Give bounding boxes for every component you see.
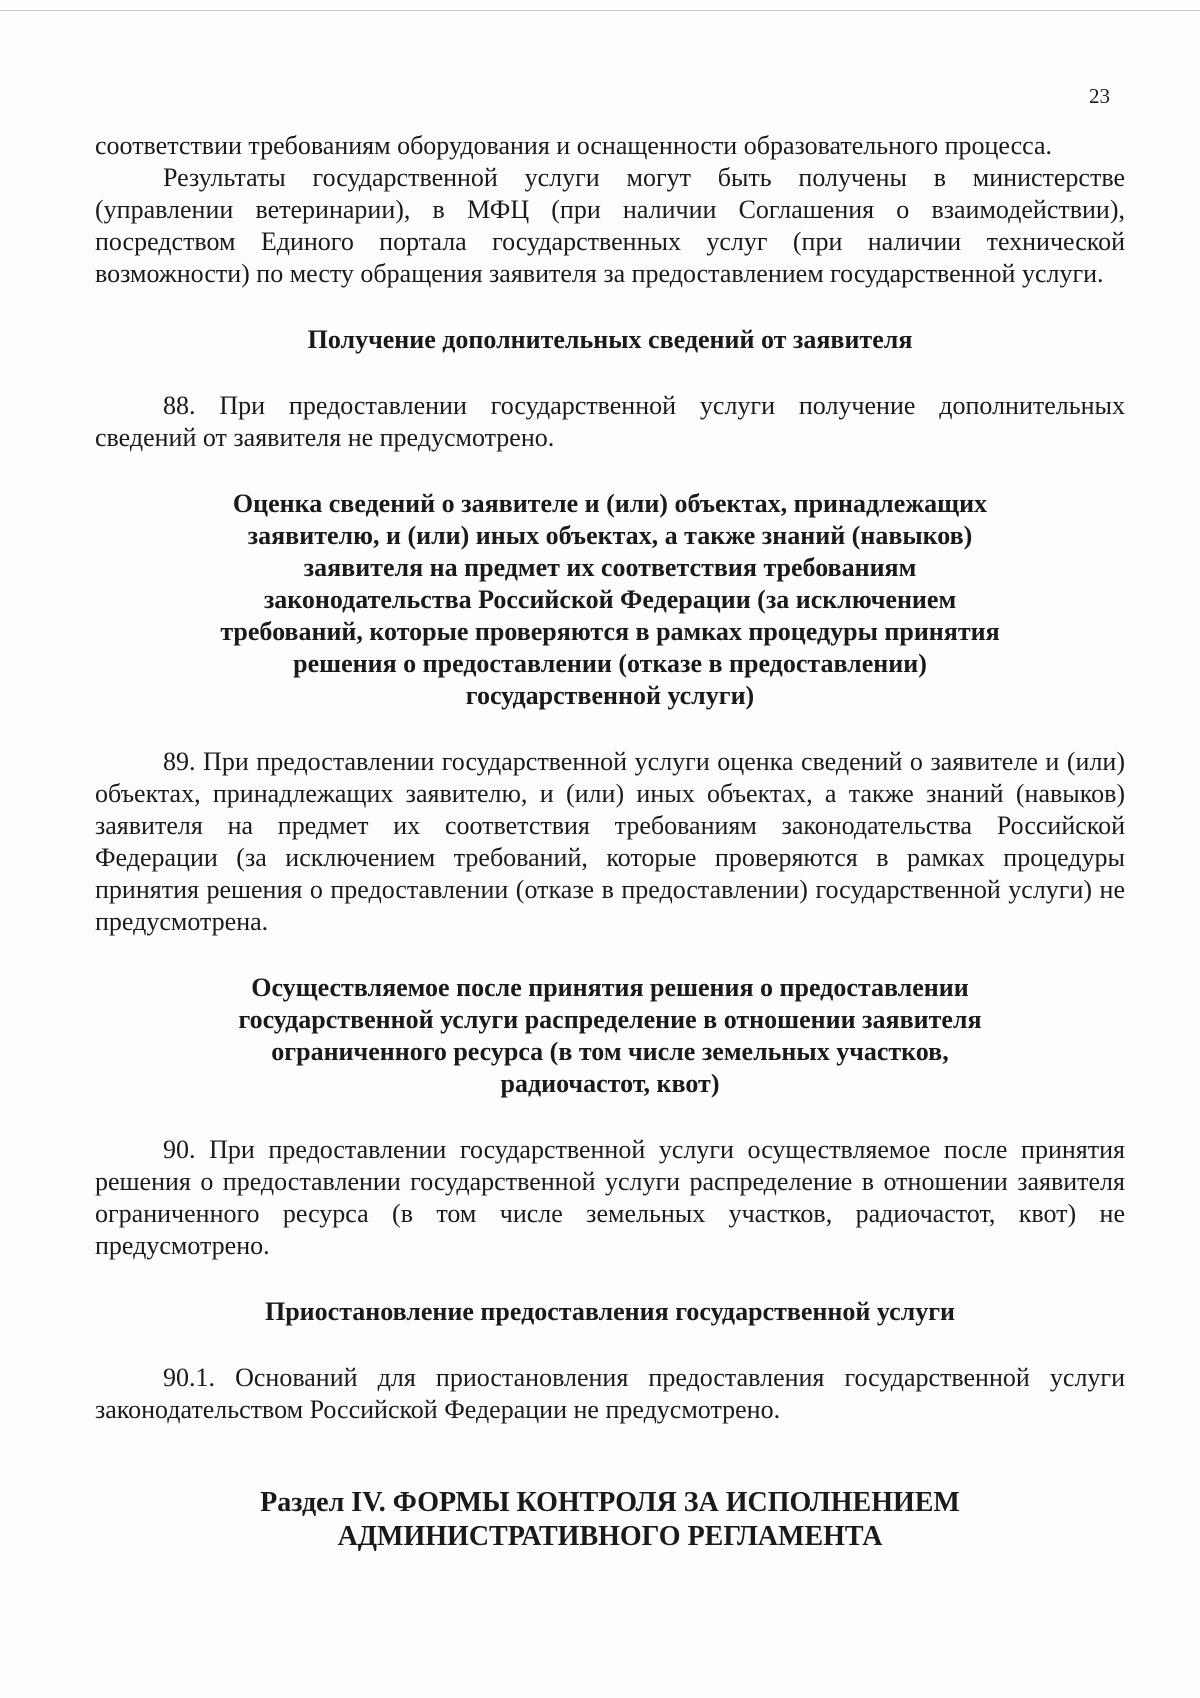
heading-assessment: Оценка сведений о заявителе и (или) объектах, принадлежащих заявителю, и (или) иных объектах, а также знаний (навыков) заявителя на предмет их соответствия требованиям законодательства Российской Федерации (за исключением требований, которые проверяются в рамках процедуры принятия решения о предоставлении (отказе в предоставлении) государственной услуги) — [220, 489, 1000, 710]
section-heading-iv: Раздел IV. ФОРМЫ КОНТРОЛЯ ЗА ИСПОЛНЕНИЕМ АДМИНИСТРАТИВНОГО РЕГЛАМЕНТА — [260, 1487, 960, 1552]
paragraph-90-1: 90.1. Оснований для приостановления предоставления государственной услуги законодательством Российской Федерации не предусмотрено. — [95, 1363, 1125, 1424]
paragraph-results: Результаты государственной услуги могут быть получены в министерстве (управлении ветеринарии), в МФЦ (при наличии Соглашения о взаимодействии), посредством Единого портала государственных услуг (при наличии технической возможности) по месту обращения заявителя за предоставлением государственной услуги. — [95, 163, 1125, 288]
heading-suspension: Приостановление предоставления государственной услуги — [264, 1297, 955, 1326]
page-number: 23 — [1089, 84, 1110, 108]
paragraph-89: 89. При предоставлении государственной услуги оценка сведений о заявителе и (или) объектах, принадлежащих заявителю, и (или) иных объектах, а также знаний (навыков) заявителя на предмет их соответствия требованиям законодательства Российской Федерации (за исключением требований, которые проверяются в рамках процедуры принятия решения о предоставлении (отказе в предоставлении) государственной услуги) не предусмотрена. — [95, 747, 1125, 936]
paragraph-90: 90. При предоставлении государственной услуги осуществляемое после принятия решения о предоставлении государственной услуги распределение в отношении заявителя ограниченного ресурса (в том числе земельных участков, радиочастот, квот) не предусмотрено. — [95, 1135, 1125, 1260]
paragraph-continuation: соответствии требованиям оборудования и оснащенности образовательного процесса. — [95, 131, 1053, 160]
scan-edge-line — [0, 10, 1200, 11]
paragraph-88: 88. При предоставлении государственной услуги получение дополнительных сведений от заявителя не предусмотрено. — [95, 391, 1125, 452]
heading-resource-distribution: Осуществляемое после принятия решения о предоставлении государственной услуги распределение в отношении заявителя ограниченного ресурса (в том числе земельных участков, радиочастот, квот) — [238, 973, 982, 1098]
heading-additional-info: Получение дополнительных сведений от заявителя — [307, 325, 913, 354]
document-body — [95, 130, 1125, 1554]
